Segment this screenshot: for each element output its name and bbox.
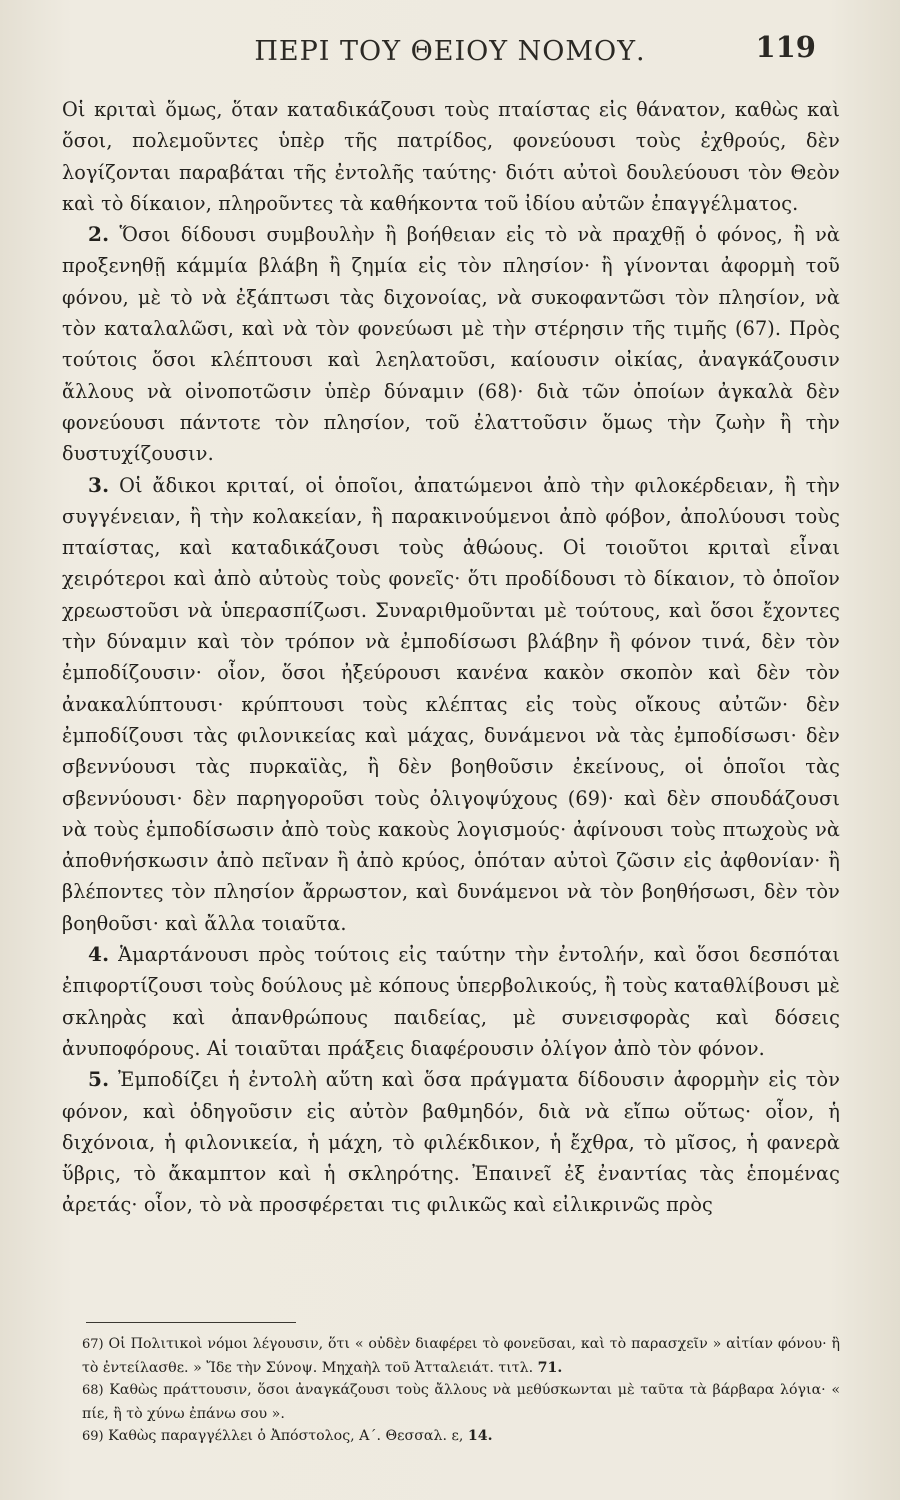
footnote-69-number: 69): [82, 1429, 104, 1444]
paragraph-2-number: 2.: [88, 222, 110, 247]
footnote-68: [82, 1379, 840, 1425]
paragraph-4-text: Ἁμαρτάνουσι πρὸς τούτοις εἰς ταύτην τὴν ἐντολήν, καὶ ὅσοι δεσπόται ἐπιφορτίζουσι τοὺς δούλους μὲ κόπους ὑπερβολικούς, ἢ τοὺς καταθλίβουσι μὲ σκληρὰς καὶ ἀπανθρώπους παιδείας, μὲ συνεισφορὰς καὶ δόσεις ἀνυποφόρους. Αἱ τοιαῦται πράξεις διαφέρουσιν ὀλίγον ἀπὸ τὸν φόνον.: [62, 943, 841, 1060]
running-title: ΠΕΡΙ ΤΟΥ ΘΕΙΟΥ ΝΟΜΟΥ.: [254, 36, 646, 67]
paragraph-3-text: Οἱ ἄδικοι κριταί, οἱ ὁποῖοι, ἀπατώμενοι ἀπὸ τὴν φιλοκέρδειαν, ἢ τὴν συγγένειαν, ἢ τὴν κολακείαν, ἢ παρακινούμενοι ἀπὸ φόβον, ἀπολύουσι τοὺς πταίστας, καὶ καταδικάζουσι τοὺς ἀθώους. Οἱ τοιοῦτοι κριταὶ εἶναι χειρότεροι καὶ ἀπὸ αὐτοὺς τοὺς φονεῖς· ὅτι προδίδουσι τὸ δίκαιον, τὸ ὁποῖον χρεωστοῦσι νὰ ὑπερασπίζωσι. Συναριθμοῦνται μὲ τούτους, καὶ ὅσοι ἔχοντες τὴν δύναμιν καὶ τὸν τρόπον νὰ ἐμποδίσωσι βλάβην ἢ φόνον τινά, δὲν τὸν ἐμποδίζουσιν· οἷον, ὅσοι ἠξεύρουσι κανένα κακὸν σκοπὸν καὶ δὲν τὸν ἀνακαλύπτουσι· κρύπτουσι τοὺς κλέπτας εἰς τοὺς οἴκους αὐτῶν· δὲν ἐμποδίζουσι τὰς φιλονικείας καὶ μάχας, δυνάμενοι νὰ τὰς ἐμποδίσωσι· δὲν σβεννύουσι τὰς πυρκαϊὰς, ἢ δὲν βοηθοῦσιν ἐκείνους, οἱ ὁποῖοι τὰς σβεννύουσι· δὲν παρηγοροῦσι τοὺς ὀλιγοψύχους (69)· καὶ δὲν σπουδάζουσι νὰ τοὺς ἐμποδίσωσιν ἀπὸ τοὺς κακοὺς λογισμούς· ἀφίνουσι τοὺς πτωχοὺς νὰ ἀποθνήσκωσιν ἀπὸ πεῖναν ἢ ἀπὸ κρύος, ὁπόταν αὐτοὶ ζῶσιν εἰς ἀφθονίαν· ἢ βλέποντες τὸν πλησίον ἄρρωστον, καὶ δυνάμενοι νὰ τὸν βοηθήσωσι, δὲν τὸν βοηθοῦσι· καὶ ἄλλα τοιαῦτα.: [62, 473, 841, 935]
body-text: [62, 94, 840, 1221]
footnote-68-number: 68): [82, 1383, 104, 1398]
paragraph-3: [62, 470, 840, 939]
footnote-69: [82, 1425, 840, 1449]
footnote-69-text: Καθὼς παραγγέλλει ὁ Ἀπόστολος, Α΄. Θεσσαλ. ε,: [108, 1428, 468, 1444]
footnote-67: [82, 1333, 840, 1379]
paragraph-3-number: 3.: [88, 472, 110, 497]
footnote-67-reference: 71.: [537, 1359, 563, 1376]
paragraph-5-text: Ἐμποδίζει ἡ ἐντολὴ αὕτη καὶ ὅσα πράγματα δίδουσιν ἀφορμὴν εἰς τὸν φόνον, καὶ ὁδηγοῦσιν εἰς αὐτὸν βαθμηδόν, διὰ νὰ εἴπω οὕτως· οἷον, ἡ διχόνοια, ἡ φιλονικεία, ἡ μάχη, τὸ φιλέκδικον, ἡ ἔχθρα, τὸ μῖσος, ἡ φανερὰ ὕβρις, τὸ ἄκαμπτον καὶ ἡ σκληρότης. Ἐπαινεῖ ἐξ ἐναντίας τὰς ἑπομένας ἀρετάς· οἷον, τὸ νὰ προσφέρεται τις φιλικῶς καὶ εἰλικρινῶς πρὸς: [62, 1068, 841, 1217]
paragraph-5: [62, 1064, 840, 1220]
footnote-69-reference: 14.: [467, 1428, 493, 1444]
paragraph-1: [62, 94, 840, 219]
page-number: 119: [755, 30, 816, 64]
footnote-68-text: Καθὼς πράττουσιν, ὅσοι ἀναγκάζουσι τοὺς ἄλλους νὰ μεθύσκωνται μὲ ταῦτα τὰ βάρβαρα λόγια· « πίε, ἢ τὸ χύνω ἐπάνω σου ».: [82, 1382, 840, 1422]
page-header: [0, 30, 900, 80]
paragraph-4-number: 4.: [88, 942, 110, 967]
footnotes: [82, 1333, 840, 1449]
footnote-67-text: Οἱ Πολιτικοὶ νόμοι λέγουσιν, ὅτι « οὐδὲν διαφέρει τὸ φονεῦσαι, καὶ τὸ παρασχεῖν » αἰτίαν φόνου· ἢ τὸ ἐντείλασθε. » Ἴδε τὴν Σύνοψ. Μηχαὴλ τοῦ Ἀτταλειάτ. τιτλ.: [82, 1336, 840, 1376]
footnote-divider: [86, 1322, 296, 1323]
paragraph-4: [62, 939, 840, 1064]
footnote-67-number: 67): [82, 1337, 104, 1352]
paragraph-1-text: Οἱ κριταὶ ὅμως, ὅταν καταδικάζουσι τοὺς πταίστας εἰς θάνατον, καθὼς καὶ ὅσοι, πολεμοῦντες ὑπὲρ τῆς πατρίδος, φονεύουσι τοὺς ἐχθρούς, δὲν λογίζονται παραβάται τῆς ἐντολῆς ταύτης· διότι αὐτοὶ δουλεύουσι τὸν Θεὸν καὶ τὸ δίκαιον, πληροῦντες τὰ καθήκοντα τοῦ ἰδίου αὐτῶν ἐπαγγέλματος.: [62, 98, 840, 215]
paragraph-5-number: 5.: [88, 1067, 110, 1092]
paragraph-2: [62, 219, 840, 469]
paragraph-2-text: Ὅσοι δίδουσι συμβουλὴν ἢ βοήθειαν εἰς τὸ νὰ πραχθῇ ὁ φόνος, ἢ νὰ προξενηθῇ κάμμία βλάβη ἢ ζημία εἰς τὸν πλησίον· ἢ γίνονται ἀφορμὴ τοῦ φόνου, μὲ τὸ νὰ ἐξάπτωσι τὰς διχονοίας, νὰ συκοφαντῶσι τὸν πλησίον, νὰ τὸν καταλαλῶσι, καὶ νὰ τὸν φονεύωσι μὲ τὴν στέρησιν τῆς τιμῆς (67). Πρὸς τούτοις ὅσοι κλέπτουσι καὶ λεηλατοῦσι, καίουσιν οἰκίας, ἀναγκάζουσιν ἄλλους νὰ οἰνοποτῶσιν ὑπὲρ δύναμιν (68)· διὰ τῶν ὁποίων ἀγκαλὰ δὲν φονεύουσι πάντοτε τὸν πλησίον, τοῦ ἐλαττοῦσιν ὅμως τὴν ζωὴν ἢ τὴν δυστυχίζουσιν.: [62, 223, 841, 466]
